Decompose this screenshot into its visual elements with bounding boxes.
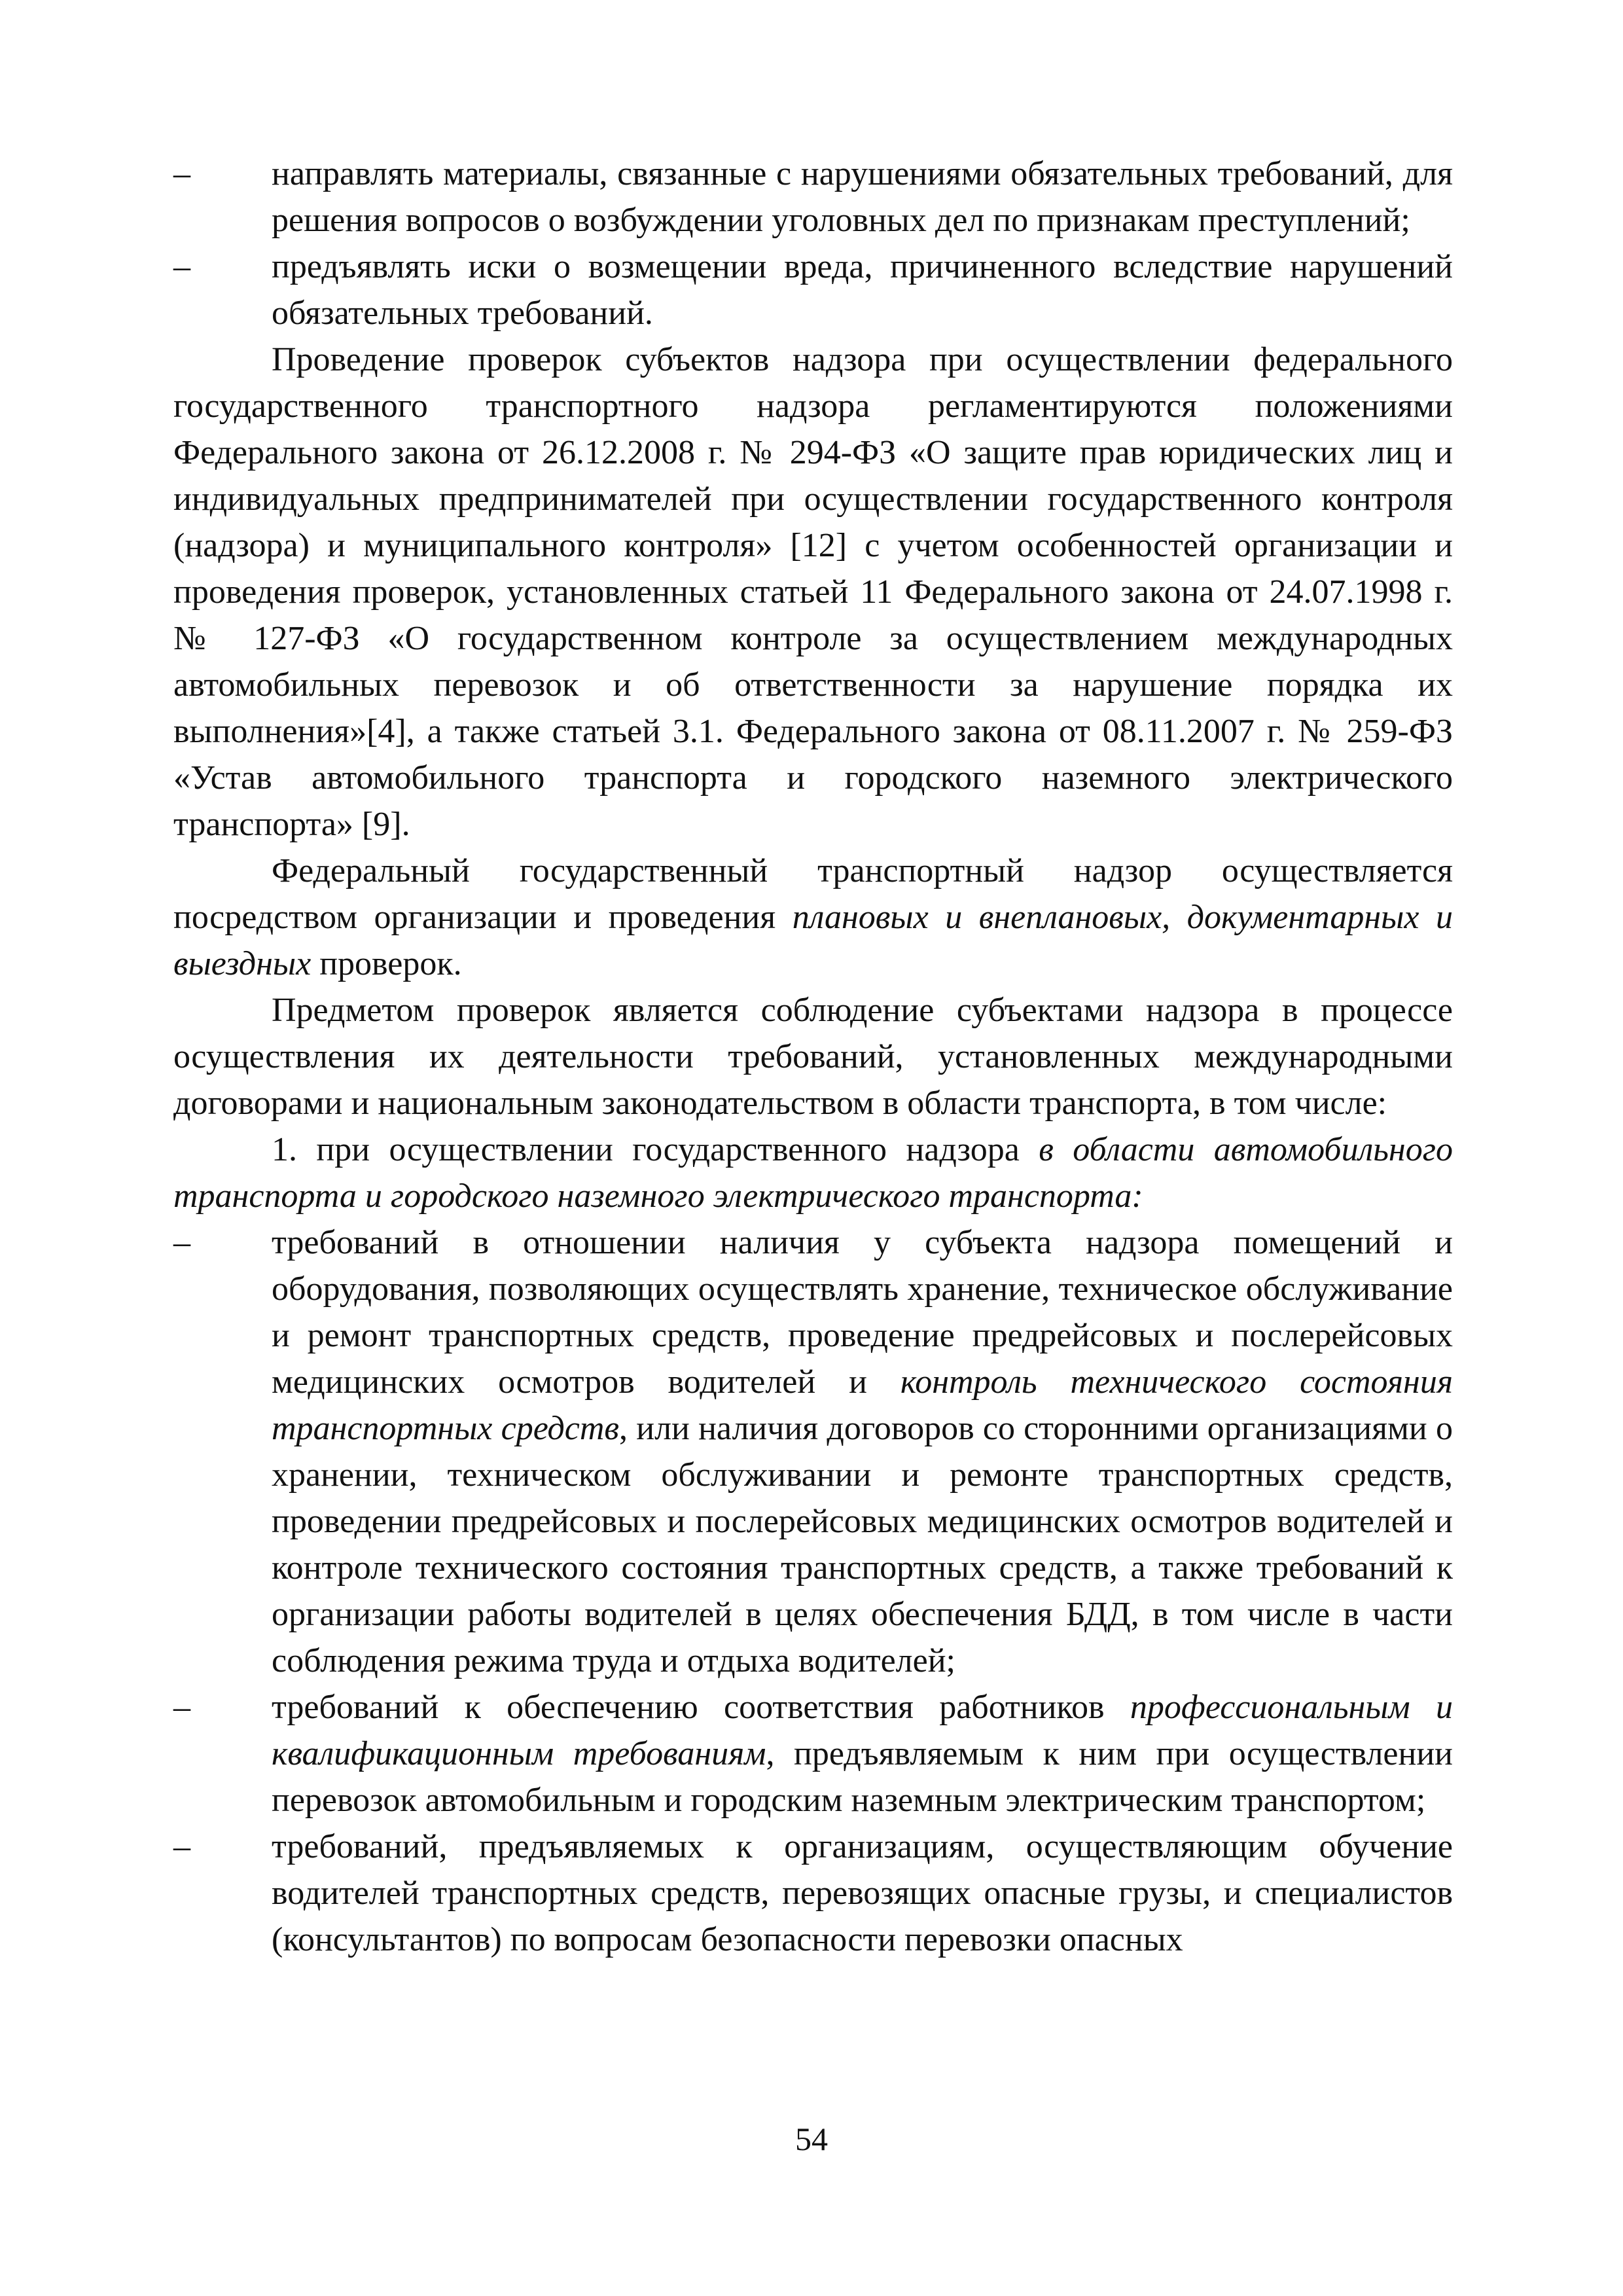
list-item — [173, 1823, 1453, 1963]
text-segment: , или наличия договоров со сторонними организациями о хранении, техническом обслуживании и ремонте транспортных средств, проведении предрейсовых и послерейсовых медицинских осмотров водителей и контроле технического состояния транспортных средств, а также требований к организации работы водителей в целях обеспечения БДД, в том числе в части соблюдения режима труда и отдыха водителей; — [272, 1410, 1453, 1679]
text-segment: направлять материалы, связанные с нарушениями обязательных требований, для решения вопросов о возбуждении уголовных дел по признакам преступлений; — [272, 155, 1453, 239]
text-segment: Федеральный государственный транспортный надзор осуществляется посредством организации и проведения — [173, 852, 1453, 936]
italic-text: плановых и внеплановых, документарных и выездных — [173, 899, 1453, 982]
italic-text: профессиональным и квалификационным требованиям — [272, 1689, 1453, 1772]
list-item — [173, 1684, 1453, 1823]
text-segment: , предъявляемым к ним при осуществлении перевозок автомобильным и городским наземным электрическим транспортом; — [272, 1735, 1453, 1819]
list-item — [173, 1219, 1453, 1684]
text-segment: требований, предъявляемых к организациям, осуществляющим обучение водителей транспортных средств, перевозящих опасные грузы, и специалистов (консультантов) по вопросам безопасности перевозки опасных — [272, 1828, 1453, 1958]
text-segment: Предметом проверок является соблюдение субъектами надзора в процессе осуществления их деятельности требований, установленных международными договорами и национальным законодательством в области транспорта, в том числе: — [173, 992, 1453, 1122]
page-body — [173, 151, 1453, 1963]
text-segment: требований к обеспечению соответствия работников — [272, 1689, 1130, 1726]
list-dash: – — [173, 1828, 190, 1865]
list-dash: – — [173, 1224, 190, 1261]
list-dash: – — [173, 155, 190, 192]
paragraph — [173, 987, 1453, 1126]
italic-text: в области автомобильного транспорта и городского наземного электрического транспорта: — [173, 1131, 1454, 1215]
text-segment: требований в отношении наличия у субъекта надзора помещений и оборудования, позволяющих осуществлять хранение, техническое обслуживание и ремонт транспортных средств, проведение предрейсовых и послерейсовых медицинских осмотров водителей и — [272, 1224, 1453, 1401]
paragraph — [173, 848, 1453, 987]
list-dash: – — [173, 248, 190, 285]
italic-text: контроль технического состояния транспортных средств — [272, 1363, 1453, 1447]
text-segment: 1. при осуществлении государственного надзора — [272, 1131, 1039, 1168]
paragraph — [173, 1126, 1453, 1219]
page-number: 54 — [795, 2121, 828, 2157]
paragraph — [173, 336, 1453, 848]
list-item — [173, 151, 1453, 243]
list-dash: – — [173, 1689, 190, 1726]
list-item — [173, 243, 1453, 336]
text-segment: проверок. — [311, 945, 462, 982]
text-segment: Проведение проверок субъектов надзора при осуществлении федерального государственного транспортного надзора регламентируются положениями Федерального закона от 26.12.2008 г. № 294-ФЗ «О защите прав юридических лиц и индивидуальных предпринимателей при осуществлении государственного контроля (надзора) и муниципального контроля» [12] с учетом особенностей организации и проведения проверок, установленных статьей 11 Федерального закона от 24.07.1998 г. № 127-ФЗ «О государственном контроле за осуществлением международных автомобильных перевозок и об ответственности за нарушение порядка их выполнения»[4], а также статьей 3.1. Федерального закона от 08.11.2007 г. № 259-ФЗ «Устав автомобильного транспорта и городского наземного электрического транспорта» [9]. — [173, 341, 1453, 843]
text-segment: предъявлять иски о возмещении вреда, причиненного вследствие нарушений обязательных требований. — [272, 248, 1453, 332]
